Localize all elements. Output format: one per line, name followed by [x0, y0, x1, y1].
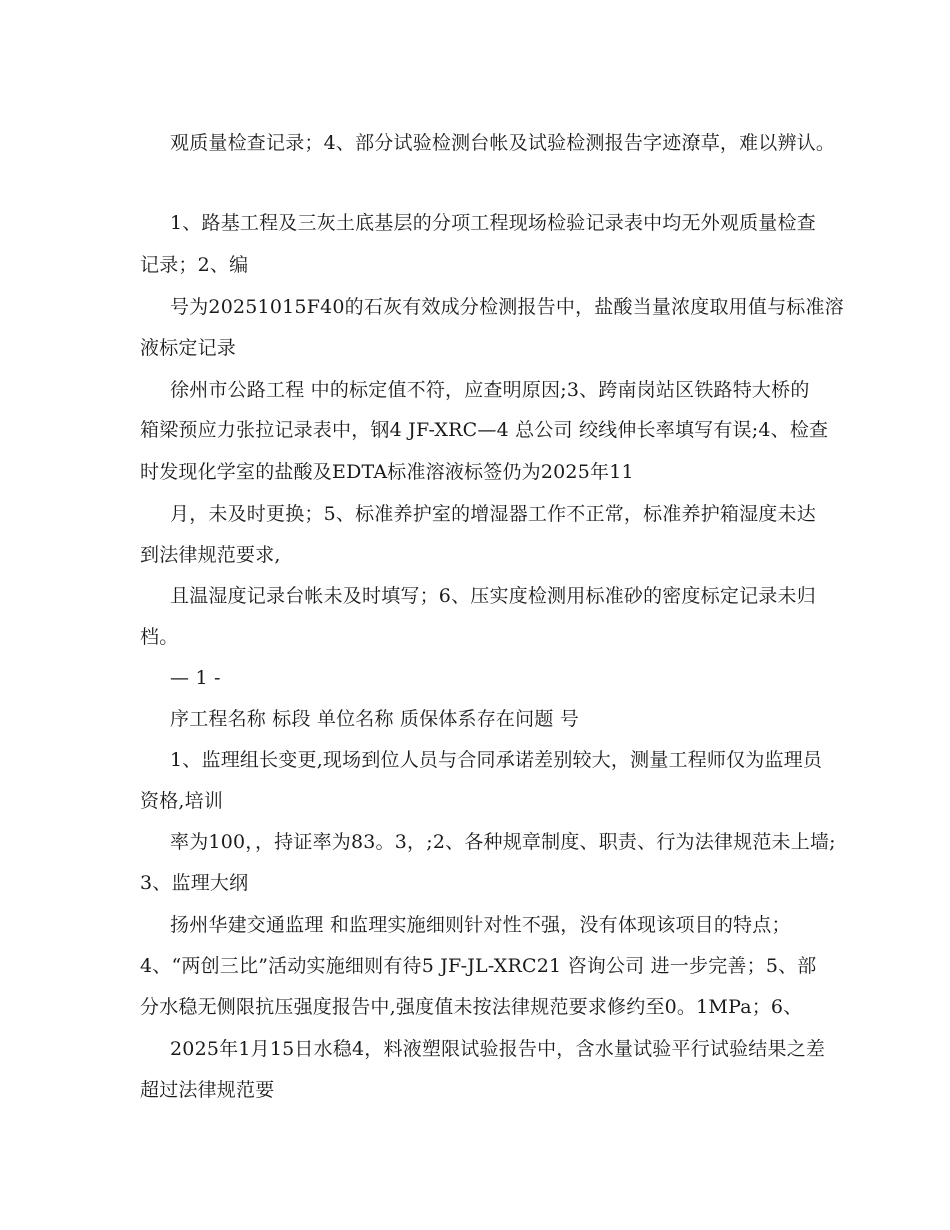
- text-line: 徐州市公路工程 中的标定值不符，应查明原因;3、跨南岗站区铁路特大桥的: [170, 379, 810, 401]
- table-header-line: 序工程名称 标段 单位名称 质保体系存在问题 号: [170, 708, 579, 730]
- text-line: 月，未及时更换；5、标准养护室的增湿器工作不正常，标准养护箱湿度未达: [170, 503, 816, 525]
- text-line: 1、监理组长变更,现场到位人员与合同承诺差别较大，测量工程师仅为监理员: [170, 749, 823, 771]
- text-line: 分水稳无侧限抗压强度报告中,强度值未按法律规范要求修约至0。1MPa；6、: [140, 996, 803, 1018]
- text-line: 档。: [140, 626, 179, 648]
- text-line: 率为100，，持证率为83。3，;2、各种规章制度、职责、行为法律规范未上墙;: [170, 831, 836, 853]
- text-line: 扬州华建交通监理 和监理实施细则针对性不强，没有体现该项目的特点；: [170, 914, 791, 936]
- text-line: 时发现化学室的盐酸及EDTA标准溶液标签仍为2025年11: [140, 461, 634, 483]
- text-line: 资格,培训: [140, 790, 224, 812]
- text-line: 3、监理大纲: [140, 872, 249, 894]
- text-line: 观质量检查记录；4、部分试验检测台帐及试验检测报告字迹潦草，难以辨认。: [170, 132, 836, 154]
- text-line: 2025年1月15日水稳4，料液塑限试验报告中，含水量试验平行试验结果之差: [170, 1038, 826, 1060]
- text-line: 4、“两创三比”活动实施细则有待5 JF-JL-XRC21 咨询公司 进一步完善；5、部: [140, 955, 817, 977]
- text-line: 1、路基工程及三灰土底基层的分项工程现场检验记录表中均无外观质量检查: [170, 212, 816, 234]
- text-line: 超过法律规范要: [140, 1079, 275, 1101]
- text-line: 到法律规范要求,: [140, 544, 281, 566]
- text-line: 箱梁预应力张拉记录表中，钢4 JF-XRC—4 总公司 绞线伸长率填写有误;4、检查: [140, 419, 829, 441]
- page-number: — 1 -: [170, 667, 221, 689]
- text-line: 液标定记录: [140, 337, 237, 359]
- text-line: 且温湿度记录台帐未及时填写；6、压实度检测用标准砂的密度标定记录未归: [170, 585, 816, 607]
- text-line: 号为20251015F40的石灰有效成分检测报告中，盐酸当量浓度取用值与标准溶: [170, 296, 844, 318]
- text-line: 记录；2、编: [140, 254, 249, 276]
